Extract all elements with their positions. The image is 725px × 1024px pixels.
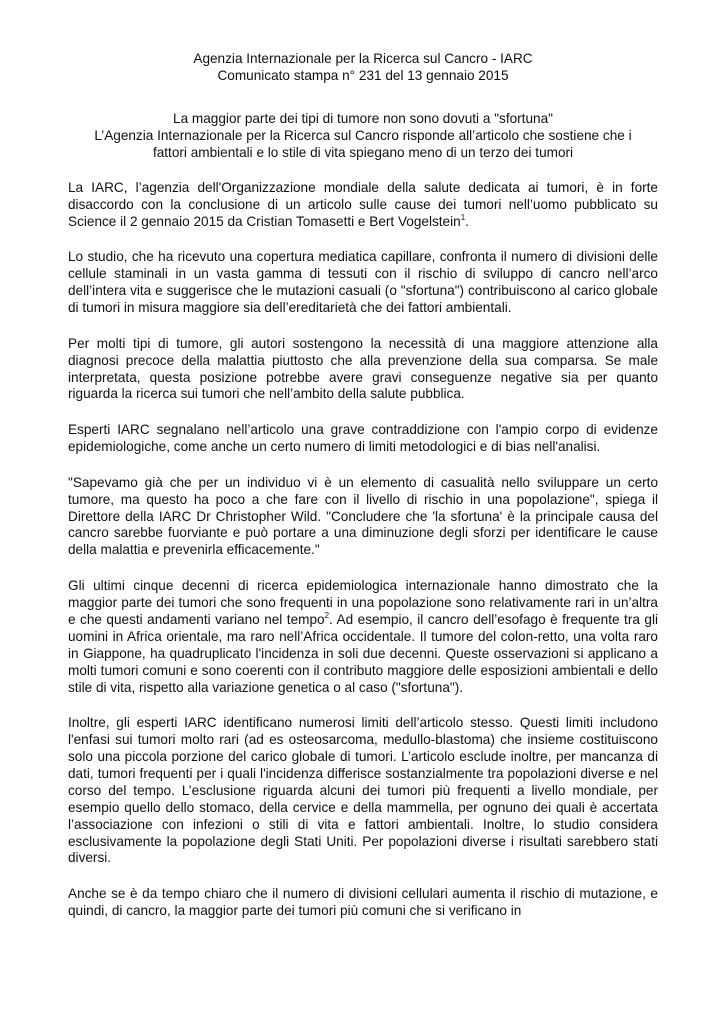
paragraph-3: Per molti tipi di tumore, gli autori sostengono la necessità di una maggiore attenzione alla diagnosi precoce della malattia piuttosto che alla prevenzione della sua comparsa. Se male interpretata, questa posizione potrebbe avere gravi conseguenze negative sia per quanto riguarda la ricerca sui tumori che nell’ambito della salute pubblica. [68, 335, 658, 402]
title-line-2: L’Agenzia Internazionale per la Ricerca sul Cancro risponde all’articolo che sostiene che i [94, 128, 632, 143]
paragraph-2: Lo studio, che ha ricevuto una copertura mediatica capillare, confronta il numero di divisioni delle cellule staminali in un vasta gamma di tessuti con il rischio di sviluppo di cancro nell’arco dell’intera vita e suggerisce che le mutazioni casuali (o "sfortuna") contribuiscono al carico globale di tumori in misura maggiore sia dell’ereditarietà che dei fattori ambientali. [68, 249, 658, 316]
paragraph-6-rest: . Ad esempio, il cancro dell’esofago è frequente tra gli uomini in Africa orientale, ma raro nell’Africa occidentale. Il tumore del colon-retto, una volta raro in Giappone, ha quadruplicato l'incidenza in soli due decenni. Queste osservazioni si applicano a molti tumori comuni e sono coerenti con il contributo maggiore delle esposizioni ambientali e dello stile di vita, rispetto alla variazione genetica o al caso ("sfortuna"). [68, 611, 658, 695]
paragraph-4: Esperti IARC segnalano nell’articolo una grave contraddizione con l'ampio corpo di evidenze epidemiologiche, come anche un certo numero di limiti metodologici e di bias nell'analisi. [68, 422, 658, 455]
title-line-3: fattori ambientali e lo stile di vita spiegano meno di un terzo dei tumori [152, 145, 574, 160]
paragraph-7: Inoltre, gli esperti IARC identificano numerosi limiti dell’articolo stesso. Questi limiti includono l'enfasi sui tumori molto rari (ad es osteosarcoma, medullo-blastoma) che insieme costituiscono solo una piccola porzione del carico globale di tumori. L’articolo esclude inoltre, per mancanza di dati, tumori frequenti per i quali l'incidenza differisce sostanzialmente tra popolazioni diverse e nel corso del tempo. L’esclusione riguarda alcuni dei tumori più frequenti a livello mondiale, per esempio quello dello stomaco, della cervice e della mammella, per ognuno dei quali è accertata l’associazione con infezioni o stili di vita e fattori ambientali. Inoltre, lo studio considera esclusivamente la popolazione degli Stati Uniti. Per popolazioni diverse i risultati sarebbero stati diversi. [68, 715, 658, 866]
paragraph-6-text: Gli ultimi cinque decenni di ricerca epidemiologica internazionale hanno dimostrato che la maggior parte dei tumori che sono frequenti in una popolazione sono relativamente rari in un’altra e che questi andamenti variano nel tempo [68, 578, 658, 627]
press-release-title [68, 110, 658, 161]
paragraph-1-text: La IARC, l’agenzia dell'Organizzazione mondiale della salute dedicata ai tumori, è in forte disaccordo con la conclusione di un articolo sulle cause dei tumori nell’uomo pubblicato su Science il 2 gennaio 2015 da Cristian Tomasetti e Bert Vogelstein [68, 179, 658, 229]
title-line-1: La maggior parte dei tipi di tumore non sono dovuti a "sfortuna" [173, 111, 553, 126]
paragraph-5-quote: "Sapevamo già che per un individuo vi è un elemento di casualità nello sviluppare un certo tumore, ma questo ha poco a che fare con il livello di rischio in una popolazione", spiega il Direttore della IARC Dr Christopher Wild. "Concludere che 'la sfortuna' è la principale causa del cancro sarebbe fuorviante e può portare a una diminuzione degli sforzi per identificare le cause della malattia e prevenirla efficacemente." [68, 474, 658, 558]
paragraph-6 [68, 578, 658, 696]
agency-name: Agenzia Internazionale per la Ricerca sul Cancro - IARC [193, 51, 533, 66]
footnote-ref-1: 1 [460, 212, 466, 222]
paragraph-8: Anche se è da tempo chiaro che il numero di divisioni cellulari aumenta il rischio di mutazione, e quindi, di cancro, la maggior parte dei tumori più comuni che si verificano in [68, 886, 658, 919]
footnote-ref-2: 2 [324, 610, 330, 620]
release-number-date: Comunicato stampa n° 231 del 13 gennaio 2015 [217, 68, 509, 83]
paragraph-1-end: . [465, 213, 469, 229]
paragraph-1 [68, 180, 658, 231]
press-release-header [68, 50, 658, 84]
